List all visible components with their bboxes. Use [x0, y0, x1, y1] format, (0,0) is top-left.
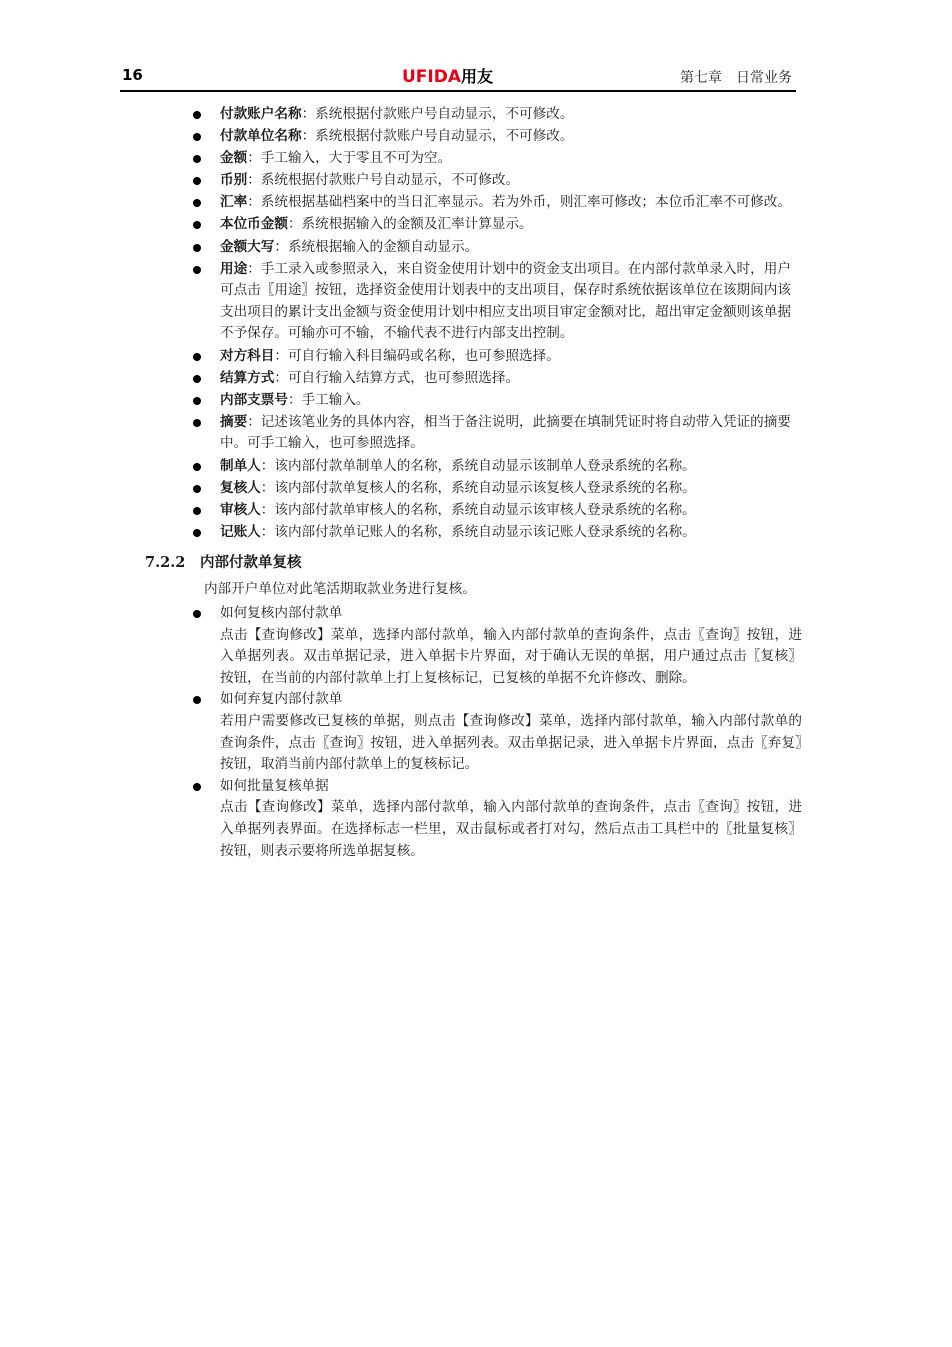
section-heading — [0, 549, 952, 577]
bullet-icon — [193, 696, 201, 704]
bullet-icon — [193, 244, 201, 252]
bullet-icon — [193, 783, 201, 791]
field-term: 内部支票号 — [220, 391, 288, 408]
logo-brand: UFIDA — [402, 67, 462, 87]
list-item — [0, 456, 952, 478]
list-item — [0, 500, 952, 522]
field-desc: ：系统根据输入的金额及汇率计算显示。 — [287, 216, 533, 233]
list-item — [0, 259, 952, 345]
list-item — [0, 522, 952, 544]
field-term: 结算方式 — [220, 369, 275, 386]
bullet-icon — [193, 397, 201, 405]
howto-list — [0, 603, 952, 862]
bullet-icon — [193, 221, 201, 229]
bullet-icon — [193, 133, 201, 141]
field-term: 币别 — [220, 172, 248, 189]
logo-cn: 用友 — [461, 67, 494, 86]
bullet-icon — [193, 610, 201, 618]
bullet-icon — [193, 155, 201, 163]
bullet-icon — [193, 507, 201, 515]
field-term: 付款账户名称 — [220, 106, 302, 122]
field-desc: ：系统根据付款账户号自动显示，不可修改。 — [301, 106, 574, 122]
bullet-icon — [193, 353, 201, 361]
field-desc: ：可自行输入结算方式，也可参照选择。 — [274, 369, 520, 386]
chapter-title: 第七章 日常业务 — [680, 70, 792, 86]
list-item — [0, 192, 952, 214]
field-term: 对方科目 — [220, 347, 275, 364]
ufida-logo — [402, 64, 493, 87]
bullet-icon — [193, 529, 201, 537]
list-item — [0, 478, 952, 500]
field-term: 金额大写 — [220, 238, 275, 255]
list-item — [0, 148, 952, 170]
field-desc: ：记述该笔业务的具体内容，相当于备注说明，此摘要在填制凭证时将自动带入凭证的摘要中。可手工输入，也可参照选择。 — [220, 413, 791, 452]
howto-title: 如何批量复核单据 — [220, 777, 329, 794]
howto-title: 如何复核内部付款单 — [220, 604, 343, 621]
field-desc: ：手工输入，大于零且不可为空。 — [247, 150, 452, 167]
bullet-icon — [193, 485, 201, 493]
list-item — [0, 170, 952, 192]
list-item — [0, 237, 952, 259]
list-item — [0, 412, 952, 455]
bullet-icon — [193, 375, 201, 383]
bullet-icon — [193, 463, 201, 471]
field-desc: ：系统根据输入的金额自动显示。 — [274, 238, 479, 255]
field-desc: ：系统根据付款账户号自动显示，不可修改。 — [247, 172, 520, 189]
field-desc: ：系统根据基础档案中的当日汇率显示。若为外币，则汇率可修改；本位币汇率不可修改。 — [247, 194, 791, 211]
list-item — [0, 104, 952, 126]
page-header — [120, 64, 796, 92]
field-desc: ：该内部付款单复核人的名称，系统自动显示该复核人登录系统的名称。 — [260, 479, 696, 496]
field-term: 复核人 — [220, 479, 261, 496]
field-desc: ：可自行输入科目编码或名称，也可参照选择。 — [274, 347, 560, 364]
field-desc: ：手工录入或参照录入，来自资金使用计划中的资金支出项目。在内部付款单录入时，用户可点击〖用途〗按钮，选择资金使用计划表中的支出项目，保存时系统依据该单位在该期间内该支出项目的累计支出金额与资金使用计划中相应支出项目审定金额对比，超出审定金额则该单据不予保存。可输亦可不输，不输代表不进行内部支出控制。 — [220, 260, 791, 342]
bullet-icon — [193, 199, 201, 207]
bullet-icon — [193, 177, 201, 185]
list-item — [0, 776, 952, 862]
field-desc: ：手工输入。 — [287, 391, 370, 408]
list-item — [0, 368, 952, 390]
field-desc: ：该内部付款单审核人的名称，系统自动显示该审核人登录系统的名称。 — [260, 501, 696, 518]
bullet-icon — [193, 111, 201, 119]
bullet-icon — [193, 419, 201, 427]
list-item — [0, 390, 952, 412]
field-term: 记账人 — [220, 523, 261, 540]
section-title: 内部付款单复核 — [200, 554, 302, 572]
field-list — [0, 104, 952, 543]
list-item — [0, 126, 952, 148]
page-content — [0, 104, 952, 862]
field-term: 用途 — [220, 260, 248, 277]
field-term: 金额 — [220, 150, 248, 167]
list-item — [0, 603, 952, 689]
howto-title: 如何弃复内部付款单 — [220, 691, 343, 708]
field-term: 审核人 — [220, 501, 261, 518]
howto-desc: 若用户需要修改已复核的单据，则点击【查询修改】菜单，选择内部付款单，输入内部付款单的查询条件，点击〖查询〗按钮，进入单据列表。双击单据记录，进入单据卡片界面，点击〖弃复〗按钮，取消当前内部付款单上的复核标记。 — [220, 712, 802, 773]
list-item — [0, 346, 952, 368]
field-desc: ：系统根据付款账户号自动显示，不可修改。 — [301, 128, 574, 145]
field-term: 付款单位名称 — [220, 128, 302, 145]
section-intro: 内部开户单位对此笔活期取款业务进行复核。 — [204, 581, 476, 598]
howto-desc: 点击【查询修改】菜单，选择内部付款单，输入内部付款单的查询条件，点击〖查询〗按钮，进入单据列表。双击单据记录，进入单据卡片界面，对于确认无误的单据，用户通过点击〖复核〗按钮，在当前的内部付款单上打上复核标记，已复核的单据不允许修改、删除。 — [220, 626, 802, 686]
field-desc: ：该内部付款单记账人的名称，系统自动显示该记账人登录系统的名称。 — [260, 523, 696, 540]
howto-desc: 点击【查询修改】菜单，选择内部付款单，输入内部付款单的查询条件，点击〖查询〗按钮，进入单据列表界面。在选择标志一栏里，双击鼠标或者打对勾，然后点击工具栏中的〖批量复核〗按钮，则表示要将所选单据复核。 — [220, 799, 802, 859]
section-number: 7.2.2 — [145, 554, 186, 572]
field-desc: ：该内部付款单制单人的名称，系统自动显示该制单人登录系统的名称。 — [260, 457, 696, 474]
field-term: 汇率 — [220, 194, 248, 211]
list-item — [0, 689, 952, 775]
page-number: 16 — [122, 66, 143, 84]
list-item — [0, 214, 952, 236]
field-term: 摘要 — [220, 413, 248, 430]
field-term: 制单人 — [220, 457, 261, 474]
field-term: 本位币金额 — [220, 216, 288, 233]
bullet-icon — [193, 266, 201, 274]
